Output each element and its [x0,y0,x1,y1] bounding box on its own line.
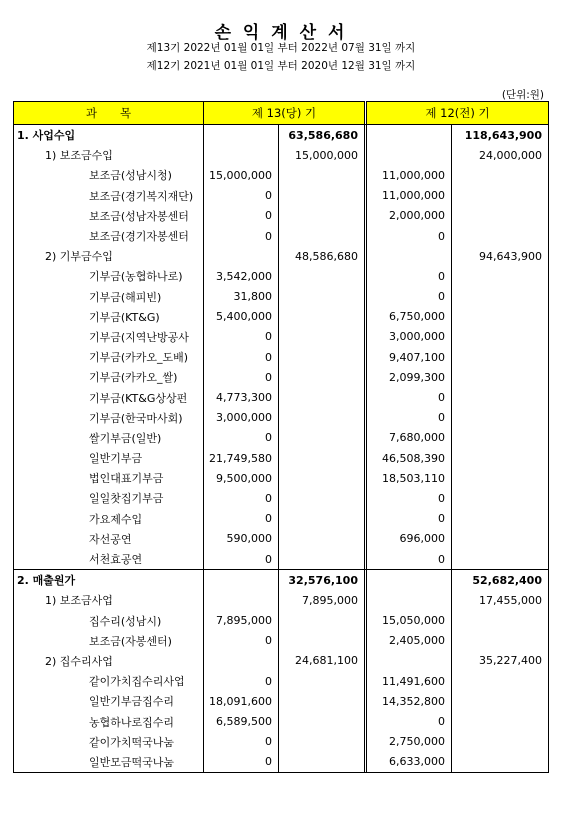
account-row [14,266,549,286]
p-detail-amount: 6,750,000 [367,307,452,327]
c-total-amount [279,691,365,711]
c-detail-amount: 7,895,000 [204,611,279,631]
account-row [14,408,549,428]
account-row [14,529,549,549]
c-detail-amount: 0 [204,367,279,387]
account-row [14,732,549,752]
statement-title: 손 익 계 산 서 [214,23,348,43]
c-detail-amount: 0 [204,327,279,347]
account-name: 보조금(경기자봉센터 [14,226,204,246]
c-detail-amount [204,125,279,146]
c-detail-amount: 3,000,000 [204,408,279,428]
p-total-amount: 35,227,400 [452,651,549,671]
c-detail-amount: 0 [204,347,279,367]
section-row [14,570,549,591]
c-total-amount [279,671,365,691]
account-row [14,226,549,246]
account-row [14,367,549,387]
c-total-amount [279,408,365,428]
p-detail-amount: 696,000 [367,529,452,549]
p-total-amount [452,671,549,691]
p-total-amount [452,428,549,448]
p-detail-amount: 7,680,000 [367,428,452,448]
c-detail-amount: 0 [204,732,279,752]
p-total-amount [452,206,549,226]
c-total-amount [279,711,365,731]
p-detail-amount: 2,405,000 [367,631,452,651]
c-detail-amount: 0 [204,671,279,691]
c-total-amount [279,165,365,185]
account-name: 일반기부금 [14,448,204,468]
p-detail-amount: 2,099,300 [367,367,452,387]
p-detail-amount: 0 [367,488,452,508]
account-name: 보조금(성남자봉센터 [14,206,204,226]
account-name: 기부금(지역난방공사 [14,327,204,347]
subsection-row [14,246,549,266]
account-row [14,752,549,773]
account-name: 같이가치집수리사업 [14,671,204,691]
c-total-amount: 24,681,100 [279,651,365,671]
c-total-amount [279,488,365,508]
c-total-amount [279,206,365,226]
p-detail-amount: 15,050,000 [367,611,452,631]
account-row [14,509,549,529]
p-total-amount [452,468,549,488]
account-row [14,287,549,307]
p-detail-amount: 11,491,600 [367,671,452,691]
income-statement-table [13,101,549,773]
account-row [14,448,549,468]
p-total-amount: 17,455,000 [452,590,549,610]
account-row [14,307,549,327]
c-total-amount [279,611,365,631]
c-detail-amount: 0 [204,549,279,570]
p-total-amount [452,549,549,570]
p-detail-amount: 6,633,000 [367,752,452,773]
p-total-amount [452,367,549,387]
c-total-amount: 63,586,680 [279,125,365,146]
account-name: 보조금(경기복지재단) [14,186,204,206]
account-name: 법인대표기부금 [14,468,204,488]
account-name: 기부금(농협하나로) [14,266,204,286]
c-detail-amount: 15,000,000 [204,165,279,185]
p-total-amount [452,347,549,367]
p-total-amount [452,509,549,529]
p-total-amount [452,631,549,651]
table-header [14,102,549,125]
p-detail-amount: 0 [367,226,452,246]
account-row [14,206,549,226]
p-total-amount [452,408,549,428]
c-detail-amount: 0 [204,488,279,508]
c-total-amount [279,732,365,752]
c-total-amount: 15,000,000 [279,145,365,165]
p-detail-amount [367,125,452,146]
account-name: 기부금(한국마사회) [14,408,204,428]
p-total-amount: 118,643,900 [452,125,549,146]
c-total-amount [279,752,365,773]
c-total-amount [279,509,365,529]
p-detail-amount: 0 [367,549,452,570]
p-total-amount [452,307,549,327]
p-detail-amount: 2,750,000 [367,732,452,752]
c-detail-amount: 6,589,500 [204,711,279,731]
c-total-amount [279,448,365,468]
p-total-amount [452,186,549,206]
account-name: 기부금(카카오_도배) [14,347,204,367]
c-total-amount [279,387,365,407]
c-detail-amount: 9,500,000 [204,468,279,488]
c-total-amount [279,186,365,206]
c-detail-amount [204,590,279,610]
account-row [14,691,549,711]
c-total-amount [279,468,365,488]
header-prior: 제 12(전) 기 [367,102,549,125]
p-detail-amount: 0 [367,266,452,286]
account-row [14,387,549,407]
account-name: 일반모금떡국나눔 [14,752,204,773]
c-total-amount [279,226,365,246]
account-name: 일일찻집기부금 [14,488,204,508]
account-name: 쌀기부금(일반) [14,428,204,448]
p-detail-amount: 46,508,390 [367,448,452,468]
account-name: 1) 보조금수입 [14,145,204,165]
account-row [14,631,549,651]
account-name: 자선공연 [14,529,204,549]
c-total-amount: 32,576,100 [279,570,365,591]
account-name: 보조금(자봉센터) [14,631,204,651]
c-detail-amount [204,246,279,266]
p-detail-amount: 0 [367,711,452,731]
c-detail-amount [204,145,279,165]
header-account: 과 목 [14,102,204,125]
p-total-amount [452,611,549,631]
c-detail-amount: 18,091,600 [204,691,279,711]
subsection-row [14,590,549,610]
p-detail-amount: 0 [367,387,452,407]
account-name: 2. 매출원가 [14,570,204,591]
c-total-amount: 48,586,680 [279,246,365,266]
c-total-amount: 7,895,000 [279,590,365,610]
section-row [14,125,549,146]
period-prior: 제12기 2021년 01월 01일 부터 2020년 12월 31일 까지 [146,60,416,72]
account-row [14,165,549,185]
account-row [14,327,549,347]
c-total-amount [279,529,365,549]
c-total-amount [279,367,365,387]
account-name: 집수리(성남시) [14,611,204,631]
account-name: 2) 집수리사업 [14,651,204,671]
c-detail-amount [204,570,279,591]
account-row [14,611,549,631]
p-total-amount [452,327,549,347]
account-name: 서천효공연 [14,549,204,570]
account-name: 기부금(해피빈) [14,287,204,307]
p-total-amount [452,711,549,731]
p-detail-amount [367,651,452,671]
account-row [14,711,549,731]
c-total-amount [279,266,365,286]
p-total-amount [452,752,549,773]
p-total-amount: 94,643,900 [452,246,549,266]
header-current: 제 13(당) 기 [204,102,365,125]
account-row [14,468,549,488]
account-name: 1. 사업수입 [14,125,204,146]
account-row [14,549,549,570]
c-detail-amount: 0 [204,752,279,773]
c-detail-amount: 0 [204,428,279,448]
subsection-row [14,651,549,671]
account-name: 같이가치떡국나눔 [14,732,204,752]
account-name: 기부금(KT&G상상펀 [14,387,204,407]
account-name: 보조금(성남시청) [14,165,204,185]
p-detail-amount: 11,000,000 [367,186,452,206]
c-detail-amount: 0 [204,206,279,226]
p-detail-amount [367,246,452,266]
c-total-amount [279,287,365,307]
c-detail-amount: 0 [204,186,279,206]
p-detail-amount [367,145,452,165]
p-detail-amount: 3,000,000 [367,327,452,347]
account-name: 일반기부금집수리 [14,691,204,711]
account-name: 2) 기부금수입 [14,246,204,266]
c-detail-amount: 21,749,580 [204,448,279,468]
account-row [14,488,549,508]
p-detail-amount: 18,503,110 [367,468,452,488]
c-detail-amount: 0 [204,226,279,246]
c-total-amount [279,631,365,651]
account-name: 1) 보조금사업 [14,590,204,610]
c-detail-amount: 590,000 [204,529,279,549]
c-total-amount [279,549,365,570]
p-detail-amount [367,570,452,591]
account-name: 가요제수입 [14,509,204,529]
p-total-amount: 24,000,000 [452,145,549,165]
p-detail-amount: 0 [367,509,452,529]
p-total-amount [452,287,549,307]
p-total-amount [452,448,549,468]
c-detail-amount: 4,773,300 [204,387,279,407]
unit-label: (단위:원) [501,89,544,101]
p-detail-amount: 2,000,000 [367,206,452,226]
p-detail-amount: 0 [367,287,452,307]
c-total-amount [279,347,365,367]
p-total-amount: 52,682,400 [452,570,549,591]
p-total-amount [452,387,549,407]
p-detail-amount: 11,000,000 [367,165,452,185]
p-total-amount [452,529,549,549]
c-total-amount [279,307,365,327]
account-name: 농협하나로집수리 [14,711,204,731]
account-name: 기부금(카카오_쌀) [14,367,204,387]
p-total-amount [452,266,549,286]
account-name: 기부금(KT&G) [14,307,204,327]
subsection-row [14,145,549,165]
c-detail-amount [204,651,279,671]
p-detail-amount: 14,352,800 [367,691,452,711]
p-detail-amount: 9,407,100 [367,347,452,367]
account-row [14,671,549,691]
p-total-amount [452,488,549,508]
p-detail-amount [367,590,452,610]
period-current: 제13기 2022년 01월 01일 부터 2022년 07월 31일 까지 [146,42,416,54]
c-total-amount [279,428,365,448]
p-total-amount [452,165,549,185]
c-detail-amount: 3,542,000 [204,266,279,286]
p-total-amount [452,691,549,711]
c-detail-amount: 0 [204,631,279,651]
c-detail-amount: 5,400,000 [204,307,279,327]
account-row [14,347,549,367]
c-total-amount [279,327,365,347]
c-detail-amount: 31,800 [204,287,279,307]
p-total-amount [452,732,549,752]
c-detail-amount: 0 [204,509,279,529]
account-row [14,428,549,448]
account-row [14,186,549,206]
p-total-amount [452,226,549,246]
p-detail-amount: 0 [367,408,452,428]
